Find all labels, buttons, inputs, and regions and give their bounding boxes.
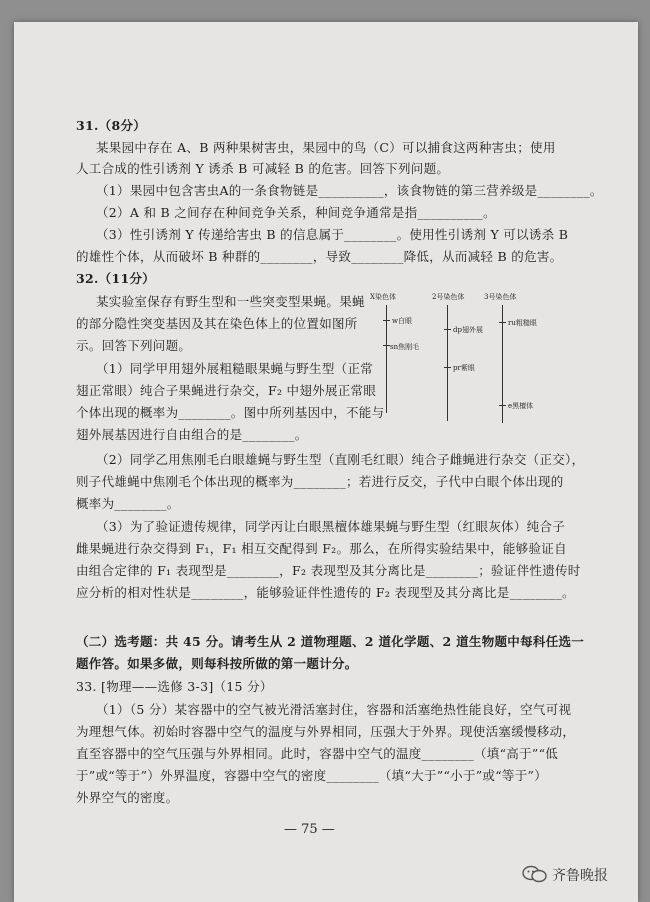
q32-part1-line2: 翅正常眼）纯合子果蝇进行杂交，F₂ 中翅外展正常眼 xyxy=(76,383,377,398)
gene-w-label: w白眼 xyxy=(392,317,412,325)
q33-line3: 直至容器中的空气压强与外界相同。此时，容器中空气的温度________（填“高于”“低 xyxy=(76,746,559,761)
gene-sn-label: sn焦刚毛 xyxy=(390,343,420,351)
gene-pr-label: pr紫眼 xyxy=(453,364,475,372)
gene-pr-tick xyxy=(444,367,451,368)
watermark-text: 齐鲁晚报 xyxy=(552,868,608,884)
q32-part1-line3: 个体出现的概率为________。图中所列基因中，不能与 xyxy=(76,405,385,420)
page-number: — 75 — xyxy=(284,822,335,837)
q31-part3-line1: （3）性引诱剂 Y 传递给害虫 B 的信息属于________。使用性引诱剂 Y 可以诱杀 B xyxy=(96,227,569,242)
q32-part2-line1: （2）同学乙用焦刚毛白眼雄蝇与野生型（直刚毛红眼）纯合子雌蝇进行杂交（正交）， xyxy=(96,452,585,467)
chromosome-x-line xyxy=(386,305,387,413)
exam-page xyxy=(14,22,638,902)
gene-sn-tick xyxy=(383,345,390,346)
chromosome-2-label: 2号染色体 xyxy=(432,293,465,301)
q32-header: 32.（11分） xyxy=(76,271,156,286)
q33-line4: 于”或“等于”）外界温度，容器中空气的密度________（填“大于”“小于”或“等于”） xyxy=(76,768,548,783)
gene-dp-tick xyxy=(444,329,451,330)
q31-part2: （2）A 和 B 之间存在种间竞争关系，种间竞争通常是指__________。 xyxy=(96,205,496,220)
q33-header: 33. [物理——选修 3-3]（15 分） xyxy=(76,679,273,694)
q32-part3-line3: 由组合定律的 F₁ 表现型是________，F₂ 表现型及其分离比是________；验证伴性遗传时 xyxy=(76,563,581,578)
q31-intro-line1: 某果园中存在 A、B 两种果树害虫，果园中的鸟（C）可以捕食这两种害虫；使用 xyxy=(96,140,556,155)
q32-part2-line2: 则子代雄蝇中焦刚毛个体出现的概率为________；若进行反交，子代中白眼个体出现的 xyxy=(76,474,564,489)
chromosome-2-line xyxy=(447,305,448,421)
optional-section-line2: 题作答。如果多做，则每科按所做的第一题计分。 xyxy=(76,656,358,671)
q32-part1-line1: （1）同学甲用翅外展粗糙眼果蝇与野生型（正常 xyxy=(96,361,374,376)
chromosome-x-label: X染色体 xyxy=(370,293,396,301)
gene-e-label: e黑檀体 xyxy=(508,402,534,410)
q33-line2: 为理想气体。初始时容器中空气的温度与外界相同，压强大于外界。现使活塞缓慢移动， xyxy=(76,724,576,739)
q33-line1: （1）（5 分）某容器中的空气被光滑活塞封住，容器和活塞绝热性能良好，空气可视 xyxy=(96,702,572,717)
optional-section-line1: （二）选考题：共 45 分。请考生从 2 道物理题、2 道化学题、2 道生物题中每科任选一 xyxy=(76,634,585,649)
q32-intro-line2: 的部分隐性突变基因及其在染色体上的位置如图所 xyxy=(76,316,358,331)
q32-part3-line4: 应分析的相对性状是________，能够验证伴性遗传的 F₂ 表现型及其分离比是________。 xyxy=(76,585,575,600)
chromosome-3-label: 3号染色体 xyxy=(484,293,517,301)
q32-part1-line4: 翅外展基因进行自由组合的是________。 xyxy=(76,427,308,442)
q32-intro-line1: 某实验室保存有野生型和一些突变型果蝇。果蝇 xyxy=(96,294,365,309)
wechat-icon xyxy=(522,865,548,883)
q31-part3-line2: 的雄性个体，从而破坏 B 种群的________，导致________降低，从而减轻 B 的危害。 xyxy=(76,249,563,264)
q31-intro-line2: 人工合成的性引诱剂 Y 诱杀 B 可减轻 B 的危害。回答下列问题。 xyxy=(76,161,450,176)
gene-ru-label: ru粗糙眼 xyxy=(508,319,537,327)
q31-header: 31.（8分） xyxy=(76,118,147,133)
gene-w-tick xyxy=(383,320,390,321)
gene-e-tick xyxy=(499,405,506,406)
q33-line5: 外界空气的密度。 xyxy=(76,790,179,805)
gene-dp-label: dp翅外展 xyxy=(453,326,483,334)
q32-intro-line3: 示。回答下列问题。 xyxy=(76,338,192,353)
q32-part3-line2: 雌果蝇进行杂交得到 F₁，F₁ 相互交配得到 F₂。那么，在所得实验结果中，能够验证自 xyxy=(76,541,567,556)
q32-part3-line1: （3）为了验证遗传规律，同学丙让白眼黑檀体雄果蝇与野生型（红眼灰体）纯合子 xyxy=(96,519,566,534)
q31-part1: （1）果园中包含害虫A的一条食物链是__________，该食物链的第三营养级是________。 xyxy=(96,183,603,198)
q32-part2-line3: 概率为________。 xyxy=(76,496,180,511)
gene-ru-tick xyxy=(499,322,506,323)
